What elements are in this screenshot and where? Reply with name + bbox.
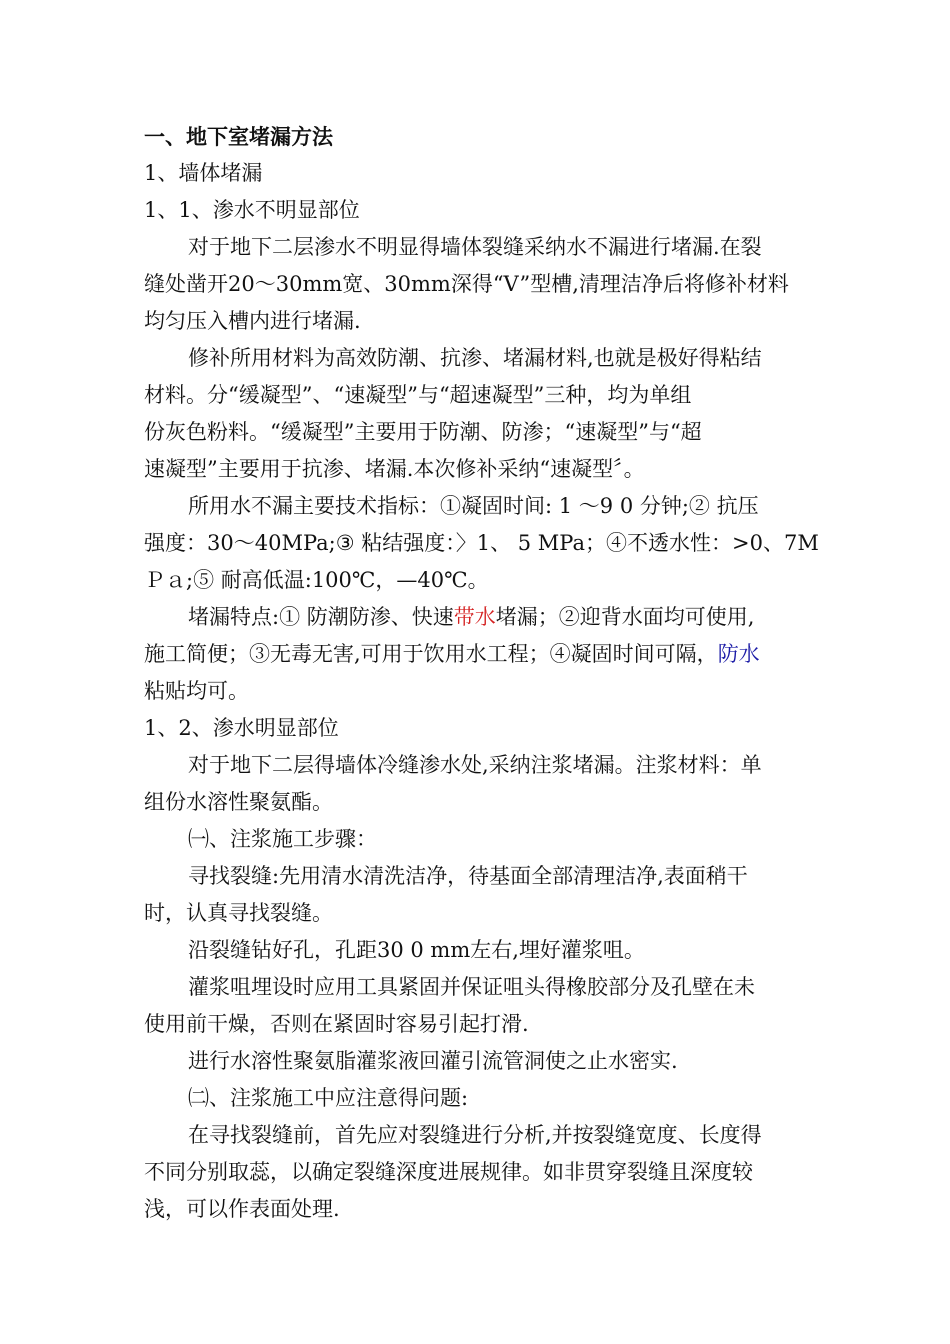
paragraph-line: 在寻找裂缝前，首先应对裂缝进行分析,并按裂缝宽度、长度得 [188, 1123, 762, 1147]
text-run: 堵漏特点:① 防潮防渗、快速 [188, 605, 454, 629]
paragraph-line: 寻找裂缝:先用清水清洗洁净，待基面全部清理洁净,表面稍干 [188, 864, 748, 888]
highlighted-text-red: 带水 [453, 605, 496, 629]
paragraph-line: 均匀压入槽内进行堵漏. [144, 309, 361, 333]
paragraph-line: 份灰色粉料。“缓凝型”主要用于防潮、防渗；“速凝型”与“超 [144, 420, 702, 444]
section-heading-wall-leak: 1、墙体堵漏 [144, 161, 263, 185]
subsection-heading-unclear-seepage: 1、1、渗水不明显部位 [144, 198, 360, 222]
paragraph-line: 进行水溶性聚氨脂灌浆液回灌引流管洞使之止水密实. [188, 1049, 678, 1073]
paragraph-line: 所用水不漏主要技术指标：①凝固时间: 1 ～9 0 分钟;② 抗压 [188, 494, 759, 518]
text-run: 堵漏；②迎背水面均可使用, [495, 605, 755, 629]
paragraph-line: 浅，可以作表面处理. [144, 1197, 340, 1221]
paragraph-line: 不同分别取蕊，以确定裂缝深度进展规律。如非贯穿裂缝且深度较 [144, 1160, 753, 1184]
document-title: 一、地下室堵漏方法 [144, 124, 333, 149]
paragraph-line: 使用前干燥，否则在紧固时容易引起打滑. [144, 1012, 529, 1036]
paragraph-line: 速凝型”主要用于抗渗、堵漏.本次修补采纳“速凝型〞。 [144, 457, 645, 481]
step-heading-grouting-notes: ㈡、注浆施工中应注意得问题: [188, 1086, 469, 1110]
paragraph-line: Ｐａ;⑤ 耐高低温:100℃，—40℃。 [144, 568, 489, 592]
subsection-heading-obvious-seepage: 1、2、渗水明显部位 [144, 716, 339, 740]
paragraph-line: 缝处凿开20～30mm宽、30mm深得“V”型槽,清理洁净后将修补材料 [144, 272, 789, 296]
paragraph-line: 组份水溶性聚氨酯。 [144, 790, 333, 814]
highlighted-text-blue: 防水 [717, 642, 760, 666]
paragraph-line: 粘贴均可。 [144, 679, 249, 703]
paragraph-line [144, 636, 810, 673]
paragraph-line: 沿裂缝钻好孔，孔距30 0 mm左右,埋好灌浆咀。 [188, 938, 645, 962]
paragraph-line: 时，认真寻找裂缝。 [144, 901, 333, 925]
paragraph-line: 对于地下二层渗水不明显得墙体裂缝采纳水不漏进行堵漏.在裂 [188, 235, 762, 259]
paragraph-line: 对于地下二层得墙体冷缝渗水处,采纳注浆堵漏。注浆材料：单 [188, 753, 762, 777]
step-heading-grouting-steps: ㈠、注浆施工步骤： [188, 827, 377, 851]
paragraph-line [144, 599, 810, 636]
paragraph-line: 材料。分“缓凝型”、“速凝型”与“超速凝型”三种，均为单组 [144, 383, 692, 407]
paragraph-line: 修补所用材料为高效防潮、抗渗、堵漏材料,也就是极好得粘结 [188, 346, 762, 370]
document-body [144, 118, 819, 1228]
paragraph-line: 强度：30～40MPa;③ 粘结强度：〉1、 5 MPa；④不透水性：>0、7M [144, 531, 819, 555]
paragraph-line: 灌浆咀埋设时应用工具紧固并保证咀头得橡胶部分及孔壁在未 [188, 975, 755, 999]
text-run: 施工简便；③无毒无害,可用于饮用水工程；④凝固时间可隔， [144, 642, 718, 666]
